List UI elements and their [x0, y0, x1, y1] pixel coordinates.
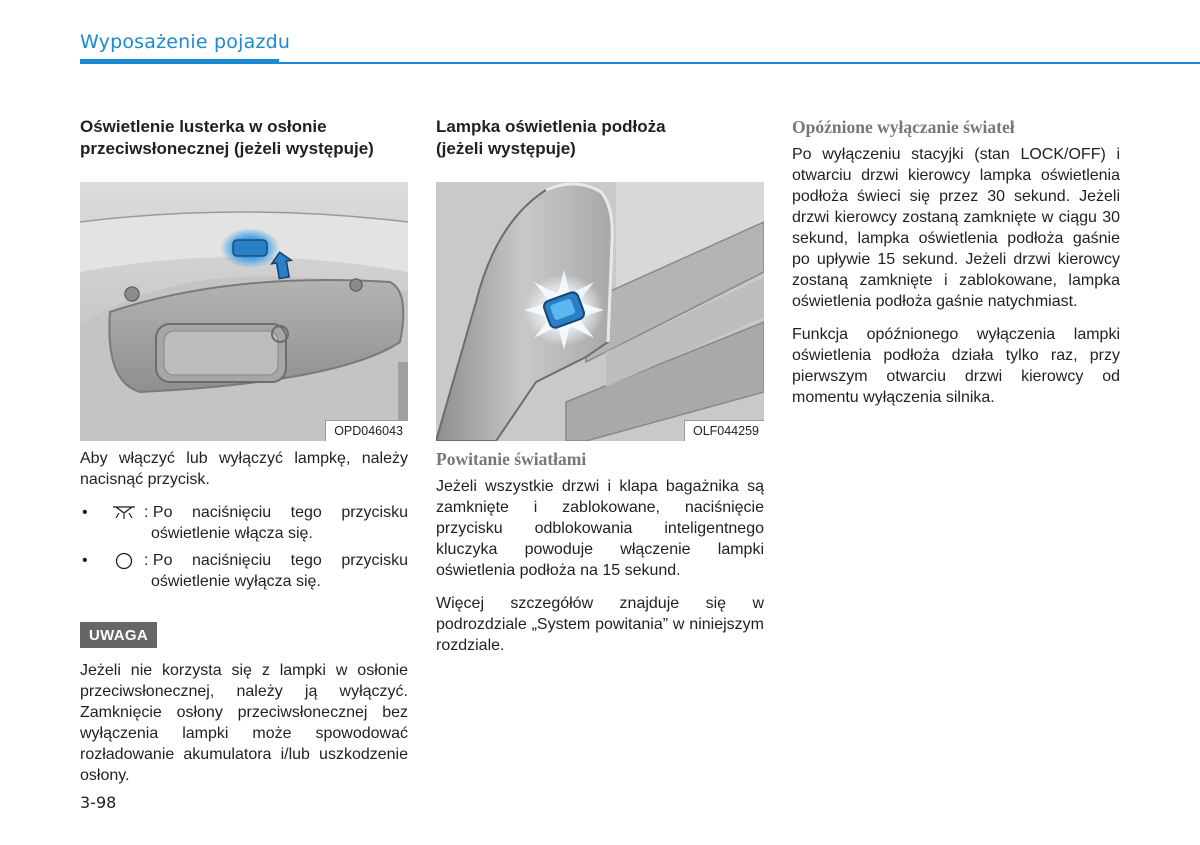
page-number: 3-98 [80, 793, 117, 812]
lamp-off-icon [104, 550, 144, 592]
figure-code: OLF044259 [684, 420, 764, 441]
header-rule-thick [80, 59, 279, 64]
figure-code: OPD046043 [325, 420, 408, 441]
vanity-light-heading [80, 116, 408, 160]
puddle-lamp-figure [436, 182, 764, 441]
bullet-dot: • [82, 504, 88, 521]
vanity-heading-line2: przeciwsłonecznej (jeżeli występuje) [80, 139, 374, 158]
column-puddle-lamp [436, 116, 764, 668]
bullet-dot: • [82, 552, 88, 569]
sun-visor-figure [80, 182, 408, 441]
puddle-lamp-illustration [436, 182, 764, 441]
bullet-text: oświetlenie włącza się. [151, 525, 313, 542]
column-delayed-off [792, 116, 1120, 420]
header-rule-thin [279, 62, 1200, 64]
delayed-off-text: Po wyłączeniu stacyjki (stan LOCK/OFF) i otwarciu drzwi kierowcy lampka oświetlenia podłoża świeci się przez 30 sekund. Jeżeli drzwi kierowcy zostaną zamknięte w ciągu 30 sekund, lampka oświetlenia podłoża gaśnie po upływie 15 sekund. Jeżeli drzwi kierowcy zostaną zamknięte i zablokowane, lampka oświetlenia podłoża gaśnie natychmiast. [792, 146, 1120, 310]
lamp-on-icon [104, 502, 144, 544]
bullet-text: naciśnięciu [191, 504, 272, 521]
puddle-heading-line2: (jeżeli występuje) [436, 139, 576, 158]
delayed-off-note: Funkcja opóźnionego wyłączenia lampki oświetlenia podłoża działa tylko raz, przy pierwszym otwarciu drzwi kierowcy od momentu wyłączenia silnika. [792, 326, 1120, 406]
bullet-text: : Po [144, 552, 173, 569]
caution-text: Jeżeli nie korzysta się z lampki w osłonie przeciwsłonecznej, należy ją wyłączyć. Zamknięcie osłony przeciwsłonecznej bez wyłączenia lampki może spowodować rozładowanie akumulatora i/lub uszkodzenie osłony. [80, 662, 408, 784]
puddle-heading-line1: Lampka oświetlenia podłoża [436, 117, 666, 136]
welcome-light-text: Jeżeli wszystkie drzwi i klapa bagażnika są zamknięte i zablokowane, naciśnięcie przycisku odblokowania inteligentnego kluczyka powoduje włączenie lampki oświetlenia podłoża na 15 sekund. [436, 478, 764, 579]
welcome-system-reference: Więcej szczegółów znajduje się w podrozdziale „System powitania” w niniejszym rozdziale. [436, 595, 764, 654]
bullet-text: oświetlenie wyłącza się. [151, 573, 321, 590]
bullet-lamp-off [80, 550, 408, 592]
bullet-text: tego [290, 504, 322, 521]
bullet-text: przycisku [341, 504, 408, 521]
welcome-light-heading: Powitanie światłami [436, 449, 587, 469]
section-title: Wyposażenie pojazdu [80, 31, 291, 53]
bullet-text: naciśnięciu [191, 552, 272, 569]
column-vanity-light [80, 116, 408, 798]
bullet-lamp-on [80, 502, 408, 544]
puddle-lamp-heading [436, 116, 764, 160]
bullet-text: przycisku [341, 552, 408, 569]
sun-visor-illustration [80, 182, 408, 441]
caution-badge: UWAGA [80, 622, 157, 648]
vanity-heading-line1: Oświetlenie lusterka w osłonie [80, 117, 327, 136]
vanity-intro-text: Aby włączyć lub wyłączyć lampkę, należy nacisnąć przycisk. [80, 450, 408, 488]
bullet-text: : Po [144, 504, 173, 521]
delayed-off-heading: Opóźnione wyłączanie świateł [792, 117, 1015, 137]
bullet-text: tego [290, 552, 322, 569]
